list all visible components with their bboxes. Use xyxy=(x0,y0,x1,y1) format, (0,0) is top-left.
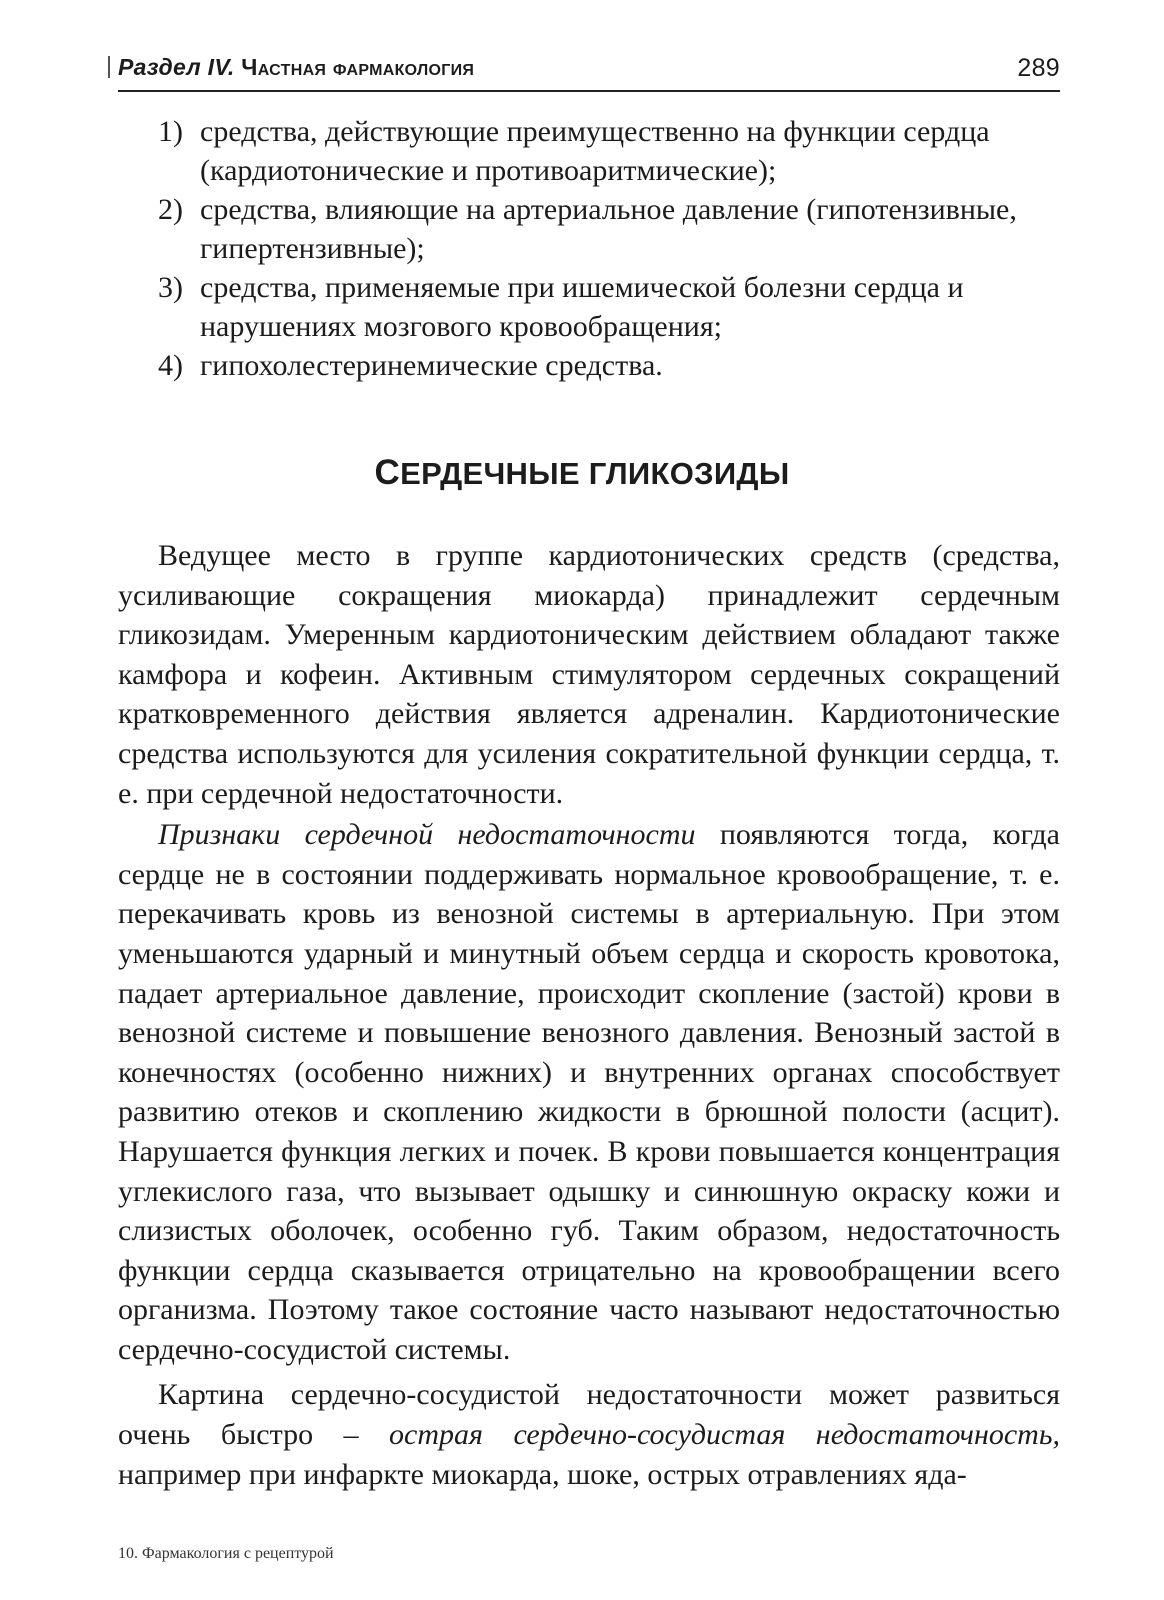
list-text: средства, применяемые при ишемической болезни сердца и нарушениях мозгового кровообращения; xyxy=(200,271,964,343)
paragraph-heart-failure xyxy=(118,815,1060,1369)
list-number: 4) xyxy=(158,349,183,382)
list-text: средства, действующие преимущественно на функции сердца (кардиотонические и противоаритмические); xyxy=(200,115,990,187)
drug-group-list xyxy=(158,112,1060,385)
body-text xyxy=(118,536,1060,1496)
heading-initial: С xyxy=(374,453,401,492)
list-number: 3) xyxy=(158,271,183,304)
paragraph-cardiotonic xyxy=(118,536,1060,813)
paragraph-text: появляются тогда, когда сердце не в состоянии поддерживать нормальное кровообращение, т. е. перекачивать кровь из венозной системы в артериальную. При этом уменьшаются ударный и минутный объем сердца и скорость кровотока, падает артериальное давление, происходит скопление (застой) крови в венозной системе и повышение венозного давления. Венозный застой в конечностях (особенно нижних) и внутренних органах способствует развитию отеков и скоплению жидкости в брюшной полости (асцит). Нарушается функция легких и почек. В крови повышается концентрация углекислого газа, что вызывает одышку и синюшную окраску кожи и слизистых оболочек, особенно губ. Таким образом, недостаточность функции сердца сказывается отрицательно на кровообращении всего организма. Поэтому такое состояние часто называют недостаточностью сердечно-сосудистой системы. xyxy=(118,818,1060,1366)
paragraph-text: например при инфаркте миокарда, шоке, острых отравлениях яда- xyxy=(118,1457,967,1491)
emphasis-term: Признаки сердечной недостаточности xyxy=(158,818,696,852)
list-item xyxy=(158,190,1060,268)
section-name: Частная фармакология xyxy=(241,54,475,80)
section-part: Раздел IV. xyxy=(118,54,235,80)
list-text: средства, влияющие на артериальное давление (гипотензивные, гипертензивные); xyxy=(200,193,1017,265)
page-footer: 10. Фармакология с рецептурой xyxy=(118,1545,334,1562)
section-title xyxy=(118,54,474,81)
page-number: 289 xyxy=(1017,54,1060,82)
list-number: 1) xyxy=(158,115,183,148)
list-item xyxy=(158,346,1060,385)
list-text: гипохолестеринемические средства. xyxy=(200,349,663,382)
chapter-heading xyxy=(0,453,1164,493)
list-item xyxy=(158,112,1060,190)
list-number: 2) xyxy=(158,193,183,226)
heading-rest: ЕРДЕЧНЫЕ ГЛИКОЗИДЫ xyxy=(400,456,790,491)
paragraph-text: Ведущее место в группе кардиотонических средств (средства, усиливающие сокращения миокарда) принадлежит сердечным гликозидам. Умеренным кардиотоническим действием обладают также камфора и кофеин. Активным стимулятором сердечных сокращений кратковременного действия является адреналин. Кардиотонические средства используются для усиления сократительной функции сердца, т. е. при сердечной недостаточности. xyxy=(118,539,1060,810)
running-header xyxy=(118,50,1060,92)
paragraph-acute-failure xyxy=(118,1375,1060,1494)
list-item xyxy=(158,268,1060,346)
paragraph-text: Картина сердечно-сосудистой недостаточности может развиться очень быстро – xyxy=(118,1378,1060,1452)
scan-margin-mark xyxy=(108,56,110,78)
emphasis-term: острая сердечно-сосудистая недостаточность, xyxy=(389,1418,1060,1452)
